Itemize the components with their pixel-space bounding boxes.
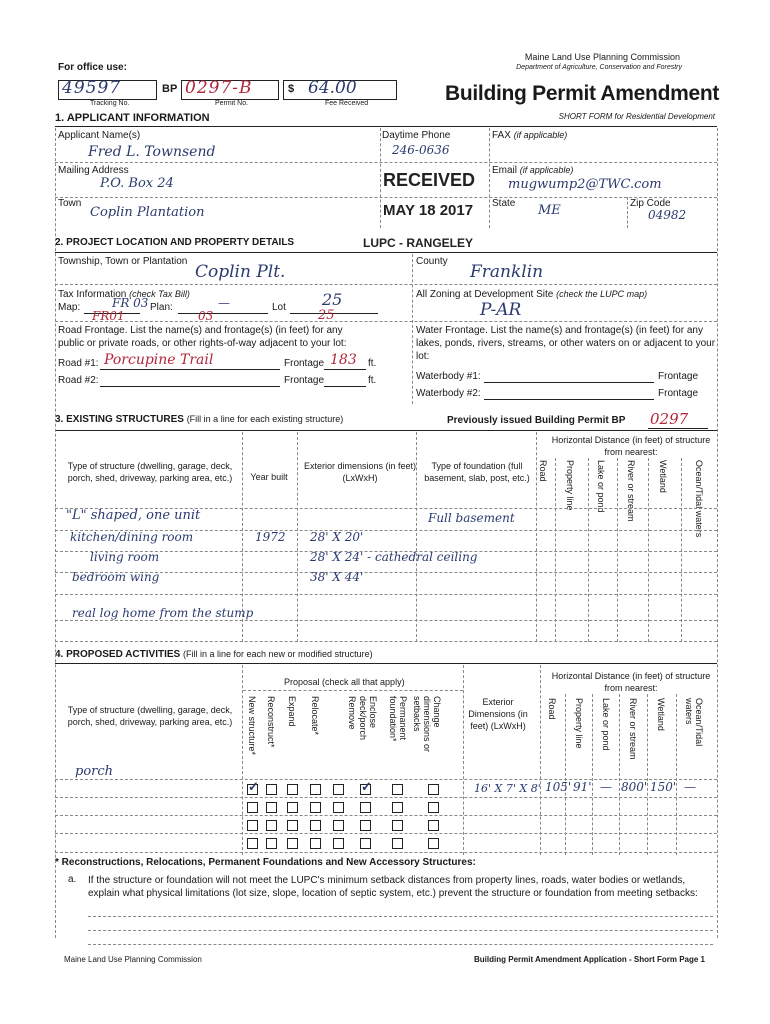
- lot-value[interactable]: 25: [322, 290, 343, 309]
- table-row-divider: [55, 815, 717, 816]
- frontage1-line: [324, 369, 366, 370]
- proposal-checkbox[interactable]: [247, 779, 259, 795]
- proposal-checkbox[interactable]: [360, 838, 371, 849]
- proposal-checkbox[interactable]: [287, 838, 298, 849]
- lot-red-value: 25: [318, 308, 335, 323]
- existing-type[interactable]: kitchen/dining room: [70, 530, 194, 544]
- row-divider: [55, 321, 717, 322]
- proposed-dist[interactable]: 150': [650, 780, 677, 794]
- col-divider: [676, 694, 677, 855]
- tracking-number: 49597: [62, 78, 122, 98]
- map-value[interactable]: FR 03: [112, 296, 149, 310]
- col-divider: [242, 665, 243, 855]
- proposal-checkbox[interactable]: [333, 838, 344, 849]
- existing-year[interactable]: 1972: [255, 530, 286, 544]
- section3-heading: 3. EXISTING STRUCTURES (Fill in a line for each existing structure): [55, 414, 344, 425]
- proposal-col-header: Remove: [347, 696, 357, 730]
- proposal-checkbox[interactable]: [392, 838, 403, 849]
- frontage-label: Frontage: [284, 358, 325, 369]
- plan-value[interactable]: —: [218, 296, 230, 310]
- water-frontage-text: Water Frontage. List the name(s) and frontage(s) (in feet) for any lakes, ponds, rivers, streams, or other waters on or adjacent to your lot:: [416, 325, 716, 362]
- road1-frontage[interactable]: 183: [330, 352, 357, 368]
- phone-value[interactable]: 246-0636: [392, 143, 450, 157]
- proposal-checkbox[interactable]: [392, 820, 403, 831]
- proposal-col-header: Expand: [287, 696, 297, 727]
- road1-label: Road #1:: [58, 358, 99, 369]
- col-year-header: Year built: [250, 472, 288, 482]
- proposal-checkbox[interactable]: [392, 802, 403, 813]
- mailing-label: Mailing Address: [58, 165, 129, 176]
- col-divider: [380, 128, 381, 228]
- header-divider: [243, 690, 463, 691]
- footer-left: Maine Land Use Planning Commission: [64, 955, 202, 964]
- dist-header: Property line: [574, 698, 584, 749]
- existing-dims[interactable]: 28' X 20': [310, 530, 364, 544]
- col-type-header: Type of structure (dwelling, garage, deck, porch, shed, driveway, parking area, etc.): [67, 461, 233, 483]
- footnote-item-label: a.: [68, 874, 77, 885]
- plan-red-value: 03: [198, 309, 214, 323]
- proposal-checkbox[interactable]: [247, 838, 258, 849]
- proposal-checkbox[interactable]: [428, 820, 439, 831]
- proposal-checkbox[interactable]: [287, 802, 298, 813]
- proposal-checkbox[interactable]: [428, 784, 439, 795]
- table-row-divider: [55, 797, 717, 798]
- state-value[interactable]: ME: [538, 203, 561, 218]
- proposal-checkbox[interactable]: [333, 820, 344, 831]
- proposed-dist[interactable]: 105': [545, 780, 572, 794]
- table-row-divider: [55, 852, 717, 853]
- check-icon: ✓: [248, 779, 259, 794]
- proposal-col-header: Reconstruct*: [266, 696, 276, 748]
- dist-header: Ocean/Tidal waters: [694, 460, 704, 538]
- permit-label: Permit No.: [215, 100, 249, 107]
- proposal-checkbox[interactable]: [287, 784, 298, 795]
- proposal-checkbox[interactable]: [360, 802, 371, 813]
- proposal-checkbox[interactable]: [247, 802, 258, 813]
- frontage-label: Frontage: [284, 375, 325, 386]
- col-divider: [592, 694, 593, 855]
- proposal-checkbox[interactable]: [392, 784, 403, 795]
- proposal-col-header: Permanent foundation*: [388, 696, 408, 742]
- fee-amount: 64.00: [308, 78, 357, 98]
- township-value[interactable]: Coplin Plt.: [195, 262, 286, 282]
- ft-unit: ft.: [368, 358, 377, 369]
- table-row-divider: [55, 779, 717, 780]
- footnote-item-text: If the structure or foundation will not meet the LUPC's minimum setback distances from property lines, roads, water bodies or wetlands, explain what physical limitations (lot size, slope, location of septic system, etc.) prevent the structure or foundation from meeting setbacks:: [88, 875, 698, 899]
- proposal-col-header: Relocate*: [310, 696, 320, 736]
- proposal-checkbox[interactable]: [360, 820, 371, 831]
- tax-label: Tax Information (check Tax Bill): [58, 289, 190, 300]
- existing-dims[interactable]: 28' X 24' - cathedral ceiling: [310, 550, 478, 564]
- dist-header: River or stream: [626, 460, 636, 522]
- map-red-value: FR01: [92, 309, 125, 323]
- col-divider: [489, 128, 490, 228]
- section2-rule: [55, 252, 717, 253]
- col-divider: [648, 458, 649, 642]
- dist-header: Road: [547, 698, 557, 720]
- footnote-heading: * Reconstructions, Relocations, Permanent Foundations and New Accessory Structures:: [55, 857, 476, 868]
- proposal-checkbox[interactable]: [333, 802, 344, 813]
- fax-label: FAX (if applicable): [492, 130, 568, 141]
- road1-value[interactable]: Porcupine Trail: [104, 352, 214, 368]
- col-dims-header: Exterior Dimensions (in feet) (LxWxH): [468, 697, 528, 731]
- proposed-dims[interactable]: 16' X 7' X 8': [474, 782, 541, 795]
- dist-header: River or stream: [628, 698, 638, 760]
- proposed-dist[interactable]: 91': [573, 780, 592, 794]
- dist-header: Lake or pond: [601, 698, 611, 751]
- proposal-checkbox[interactable]: [266, 838, 277, 849]
- water1-line[interactable]: [484, 382, 654, 383]
- proposal-header: Proposal (check all that apply): [284, 677, 405, 687]
- section2-heading: 2. PROJECT LOCATION AND PROPERTY DETAILS: [55, 237, 295, 248]
- proposed-dist[interactable]: —: [684, 780, 696, 794]
- town-label: Town: [58, 198, 82, 209]
- dist-header: Property line: [565, 460, 575, 511]
- proposal-checkbox[interactable]: [428, 838, 439, 849]
- proposal-checkbox[interactable]: [310, 838, 321, 849]
- dist-header: Wetland: [656, 698, 666, 731]
- check-icon: ✓: [361, 779, 372, 794]
- county-value[interactable]: Franklin: [470, 262, 544, 282]
- lot-label: Lot: [272, 302, 286, 313]
- footer-right: Building Permit Amendment Application - Short Form Page 1: [474, 955, 705, 964]
- road-frontage-text: Road Frontage. List the name(s) and frontage(s) (in feet) for any public or private roads, or other rights-of-way adjacent to your lot:: [58, 325, 347, 349]
- answer-line[interactable]: [88, 916, 713, 917]
- col-divider: [647, 694, 648, 855]
- plan-label: Plan:: [150, 302, 173, 313]
- right-border: [717, 128, 718, 938]
- col-divider: [463, 665, 464, 855]
- col-divider: [412, 254, 413, 404]
- fee-symbol: $: [288, 83, 295, 95]
- applicant-label: Applicant Name(s): [58, 130, 141, 141]
- col-divider: [588, 458, 589, 642]
- proposal-checkbox[interactable]: [310, 820, 321, 831]
- prev-permit-value[interactable]: 0297: [650, 410, 689, 428]
- prev-permit-label: Previously issued Building Permit BP: [447, 415, 626, 426]
- page-subtitle: SHORT FORM for Residential Development: [558, 112, 715, 121]
- table-row-divider: [55, 594, 717, 595]
- bp-label: BP: [162, 83, 178, 95]
- mailing-address[interactable]: P.O. Box 24: [100, 176, 174, 191]
- section3-rule: [55, 430, 717, 431]
- proposal-col-header: Change dimensions or setbacks: [412, 696, 442, 753]
- tracking-label: Tracking No.: [90, 100, 130, 107]
- existing-foundation[interactable]: Full basement: [428, 511, 515, 525]
- left-border: [55, 128, 56, 938]
- table-row-divider: [55, 620, 717, 621]
- water2-line[interactable]: [484, 399, 654, 400]
- township-label: Township, Town or Plantation: [58, 256, 188, 267]
- email-value[interactable]: mugwump2@TWC.com: [508, 177, 662, 192]
- proposal-checkbox[interactable]: [360, 779, 372, 795]
- state-label: State: [492, 198, 516, 209]
- section4-heading: 4. PROPOSED ACTIVITIES (Fill in a line for each new or modified structure): [55, 649, 373, 660]
- col-divider: [297, 432, 298, 642]
- road1-line: [100, 369, 280, 370]
- col-divider: [619, 694, 620, 855]
- zip-value[interactable]: 04982: [648, 208, 687, 222]
- water2-label: Waterbody #2:: [416, 388, 481, 399]
- dist-header: Road: [538, 460, 548, 482]
- row-divider: [55, 197, 717, 198]
- road2-label: Road #2:: [58, 375, 99, 386]
- dist-header: Ocean/Tidal waters: [684, 698, 704, 747]
- col-dims-header: Exterior dimensions (in feet) (LxWxH): [303, 461, 417, 483]
- col-divider: [555, 458, 556, 642]
- col-divider: [627, 197, 628, 228]
- office-use-label: For office use:: [58, 62, 127, 73]
- lupc-office: LUPC - RANGELEY: [363, 236, 474, 250]
- email-label: Email (if applicable): [492, 165, 574, 176]
- existing-type[interactable]: bedroom wing: [72, 570, 160, 584]
- proposed-type[interactable]: porch: [75, 764, 114, 779]
- existing-type[interactable]: "L" shaped, one unit: [66, 508, 201, 523]
- water1-label: Waterbody #1:: [416, 371, 481, 382]
- zoning-label: All Zoning at Development Site (check the LUPC map): [416, 289, 648, 300]
- agency-name: Maine Land Use Planning Commission: [524, 52, 680, 62]
- county-label: County: [416, 256, 448, 267]
- applicant-name[interactable]: Fred L. Townsend: [88, 144, 216, 160]
- col-divider: [617, 458, 618, 642]
- col-divider: [540, 665, 541, 855]
- proposal-col-header: New structure*: [247, 696, 257, 756]
- department-name: Department of Agriculture, Conservation and Forestry: [516, 64, 682, 71]
- ft-unit: ft.: [368, 375, 377, 386]
- col-divider: [565, 694, 566, 855]
- proposed-dist[interactable]: —: [600, 780, 612, 794]
- row-divider: [55, 284, 717, 285]
- page-title: Building Permit Amendment: [445, 82, 720, 105]
- col-divider: [536, 432, 537, 642]
- section1-heading: 1. APPLICANT INFORMATION: [55, 112, 210, 124]
- col-horizontal-header: Horizontal Distance (in feet) of structure from nearest:: [551, 671, 711, 693]
- row-divider: [55, 162, 717, 163]
- fee-label: Fee Received: [325, 100, 369, 107]
- received-date: MAY 18 2017: [383, 202, 474, 219]
- col-divider: [416, 432, 417, 642]
- col-horizontal-header: Horizontal Distance (in feet) of structure from nearest:: [551, 435, 711, 457]
- prev-permit-line: [648, 428, 708, 429]
- proposal-checkbox[interactable]: [266, 802, 277, 813]
- map-label: Map:: [58, 302, 81, 313]
- answer-line[interactable]: [88, 930, 713, 931]
- permit-number: 0297-B: [185, 78, 253, 98]
- dist-header: Wetland: [658, 460, 668, 493]
- frontage-label: Frontage: [658, 371, 699, 382]
- col-type-header: Type of structure (dwelling, garage, deck, porch, shed, driveway, parking area, etc.): [67, 705, 233, 727]
- proposed-dist[interactable]: 800': [621, 780, 648, 794]
- zoning-value[interactable]: P-AR: [480, 300, 522, 320]
- proposal-checkbox[interactable]: [310, 784, 321, 795]
- answer-line[interactable]: [88, 944, 713, 945]
- existing-type[interactable]: living room: [90, 550, 160, 564]
- existing-dims[interactable]: 38' X 44': [310, 570, 364, 584]
- section4-rule: [55, 663, 717, 664]
- town-value[interactable]: Coplin Plantation: [90, 205, 205, 220]
- proposal-checkbox[interactable]: [287, 820, 298, 831]
- frontage-label: Frontage: [658, 388, 699, 399]
- received-stamp: RECEIVED: [383, 170, 476, 190]
- dist-header: Lake or pond: [596, 460, 606, 513]
- existing-type[interactable]: real log home from the stump: [72, 606, 254, 620]
- proposal-checkbox[interactable]: [266, 820, 277, 831]
- proposal-checkbox[interactable]: [310, 802, 321, 813]
- col-divider: [681, 458, 682, 642]
- table-row-divider: [55, 833, 717, 834]
- table-row-divider: [55, 641, 717, 642]
- proposal-checkbox[interactable]: [266, 784, 277, 795]
- proposal-checkbox[interactable]: [333, 784, 344, 795]
- col-foundation-header: Type of foundation (full basement, slab, post, etc.): [424, 461, 530, 483]
- frontage2-line[interactable]: [324, 386, 366, 387]
- proposal-col-header: Enclose deck/porch: [358, 696, 378, 741]
- plan-line: [178, 313, 268, 314]
- proposal-checkbox[interactable]: [247, 820, 258, 831]
- zip-label: Zip Code: [630, 198, 671, 209]
- phone-label: Daytime Phone: [382, 130, 451, 141]
- road2-line[interactable]: [100, 386, 280, 387]
- proposal-checkbox[interactable]: [428, 802, 439, 813]
- section1-rule: [55, 126, 717, 127]
